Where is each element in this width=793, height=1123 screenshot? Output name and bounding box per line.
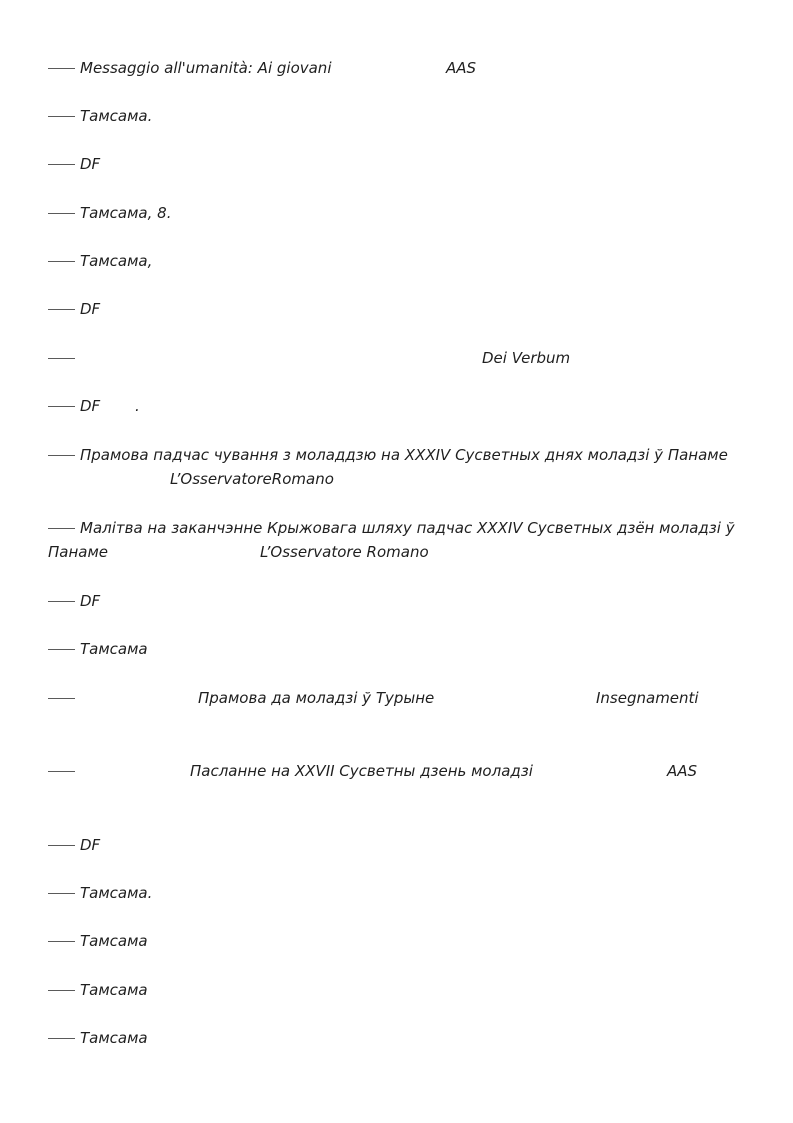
footnote-18 — [48, 980, 748, 1000]
note-number-blank — [48, 771, 75, 772]
note-number-blank — [48, 358, 75, 359]
footnote-15 — [48, 835, 748, 855]
note-number-blank — [48, 601, 75, 602]
note-text: Тамсама — [80, 1029, 148, 1047]
note-number-blank — [48, 1038, 75, 1039]
note-number-blank — [48, 941, 75, 942]
footnote-9 — [48, 445, 748, 489]
footnote-1 — [48, 58, 748, 78]
note-number-blank — [48, 990, 75, 991]
note-text: Тамсама — [80, 640, 148, 658]
footnote-12 — [48, 639, 748, 659]
footnote-17 — [48, 931, 748, 951]
note-number-blank — [48, 309, 75, 310]
footnote-4 — [48, 203, 748, 223]
note-number-blank — [48, 213, 75, 214]
note-number-blank — [48, 845, 75, 846]
note-text: Малітва на заканчэнне Крыжовага шляху падчас XXXIV Сусветных дзён моладзі ў — [80, 519, 735, 537]
note-number-blank — [48, 116, 75, 117]
footnote-7 — [48, 348, 748, 368]
footnote-8 — [48, 396, 748, 416]
note-text: DF — [80, 155, 101, 173]
note-text: Тамсама — [80, 932, 148, 950]
footnote-2 — [48, 106, 748, 126]
note-number-blank — [48, 528, 75, 529]
footnote-10 — [48, 518, 748, 562]
footnote-5 — [48, 251, 748, 271]
note-text: DF — [80, 300, 101, 318]
note-text: DF — [80, 397, 101, 415]
note-text: Messaggio all'umanità: Ai giovani — [80, 59, 332, 77]
note-number-blank — [48, 68, 75, 69]
note-text: Тамсама. — [80, 884, 153, 902]
footnote-11 — [48, 591, 748, 611]
note-source: L’Osservatore Romano — [260, 543, 429, 561]
note-source: AAS — [667, 762, 698, 780]
note-number-blank — [48, 649, 75, 650]
note-number-blank — [48, 893, 75, 894]
note-source: Dei Verbum — [482, 349, 571, 367]
note-text: Прамова да моладзі ў Турыне — [198, 689, 435, 707]
footnote-14 — [48, 761, 748, 781]
note-number-blank — [48, 698, 75, 699]
note-text-continued: Панаме — [48, 543, 109, 561]
note-text: Пасланне на XXVII Сусветны дзень моладзі — [190, 762, 533, 780]
note-text: Тамсама — [80, 981, 148, 999]
note-number-blank — [48, 406, 75, 407]
note-source: Insegnamenti — [596, 689, 699, 707]
note-text: Тамсама. — [80, 107, 153, 125]
footnote-16 — [48, 883, 748, 903]
note-text: Тамсама, 8. — [80, 204, 172, 222]
note-text: DF — [80, 836, 101, 854]
footnote-19 — [48, 1028, 748, 1048]
footnote-3 — [48, 154, 748, 174]
footnote-13 — [48, 688, 748, 708]
note-source: AAS — [446, 59, 477, 77]
note-number-blank — [48, 455, 75, 456]
note-number-blank — [48, 164, 75, 165]
note-text: DF — [80, 592, 101, 610]
note-number-blank — [48, 261, 75, 262]
note-punctuation: . — [135, 397, 140, 415]
footnote-6 — [48, 299, 748, 319]
note-text: Тамсама, — [80, 252, 153, 270]
note-source: L’OsservatoreRomano — [170, 470, 334, 488]
note-text: Прамова падчас чування з моладдзю на XXXIV Сусветных днях моладзі ў Панаме — [80, 446, 728, 464]
